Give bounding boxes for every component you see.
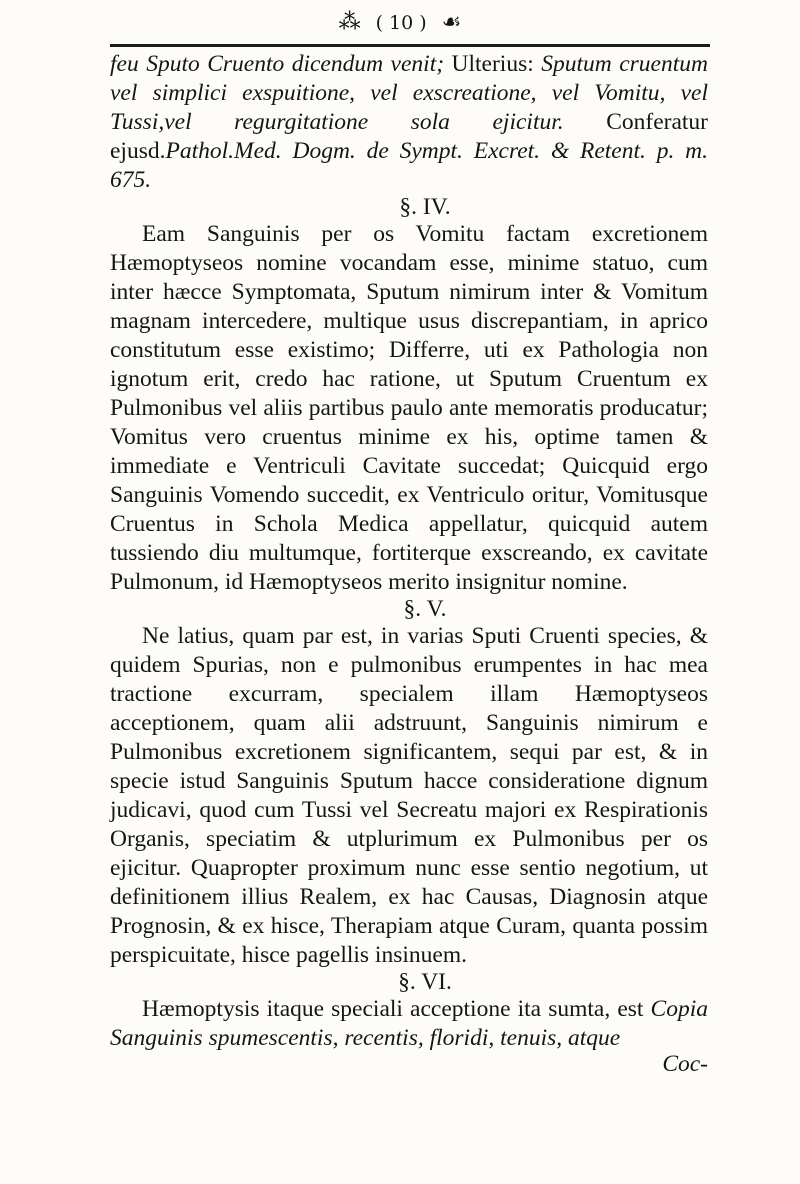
body-text bbox=[110, 50, 708, 1075]
right-ornament-icon: ☙ bbox=[441, 10, 462, 35]
opening-italic-2: Sputum cruentum vel simplici exspuitione, vel exscreatione, vel Vomitu, vel Tussi,vel regurgitatione sola ejicitur. bbox=[110, 51, 708, 135]
opening-normal-2: Conferatur ejusd. bbox=[110, 109, 708, 164]
opening-normal-1: Ulterius: bbox=[444, 51, 534, 77]
section-heading-4: §. IV. bbox=[399, 194, 451, 220]
opening-citation: Pathol.Med. Dogm. de Sympt. Excret. & Retent. p. m. 675. bbox=[110, 138, 708, 193]
header-rule bbox=[110, 44, 710, 47]
catchword: Coc- bbox=[662, 1051, 708, 1077]
page-header bbox=[0, 6, 800, 40]
left-ornament-icon: ⁂ bbox=[338, 10, 361, 35]
page-number: ( 10 ) bbox=[375, 12, 427, 34]
section-heading-6: §. VI. bbox=[398, 969, 452, 995]
opening-italic-1: feu Sputo Cruento dicendum venit; bbox=[110, 51, 445, 77]
section-5-paragraph: Ne latius, quam par est, in varias Sputi Cruenti species, & quidem Spurias, non e pulmonibus erumpentes in hac mea tractione excurram, specialem illam Hæmoptyseos acceptionem, quam alii adstruunt, Sanguinis nimirum e Pulmonibus excretionem significantem, sequi par est, & in specie istud Sanguinis Sputum hacce consideratione dignum judicavi, quod cum Tussi vel Secreatu majori ex Respirationis Organis, speciatim & utplurimum ex Pulmonibus per os ejicitur. Quapropter proximum nunc esse sentio negotium, ut definitionem illius Realem, ex hac Causas, Diagnosin atque Prognosin, & ex hisce, Therapiam atque Curam, quanta possim perspicuitate, hisce pagellis insinuem. bbox=[110, 623, 708, 968]
section-6-text: Hæmoptysis itaque speciali acceptione ita sumta, est bbox=[142, 996, 644, 1022]
section-6-definition: Copia Sanguinis spumescentis, recentis, floridi, tenuis, atque bbox=[110, 996, 708, 1051]
section-6-paragraph bbox=[110, 995, 708, 1053]
section-4-paragraph: Eam Sanguinis per os Vomitu factam excretionem Hæmoptyseos nomine vocandam esse, minime statuo, cum inter hæcce Symptomata, Sputum nimirum inter & Vomitum magnam intercedere, multique usus discrepantiam, in aprico constitutum esse existimo; Differre, uti ex Pathologia non ignotum erit, credo hac ratione, ut Sputum Cruentum ex Pulmonibus vel aliis partibus paulo ante memoratis producatur; Vomitus vero cruentus minime ex his, optime tamen & immediate e Ventriculi Cavitate succedat; Quicquid ergo Sanguinis Vomendo succedit, ex Ventriculo oritur, Vomitusque Cruentus in Schola Medica appellatur, quicquid autem tussiendo diu multumque, fortiterque exscreando, ex cavitate Pulmonum, id Hæmoptyseos merito insignitur nomine. bbox=[110, 221, 708, 595]
section-heading-5: §. V. bbox=[403, 596, 447, 622]
opening-paragraph bbox=[110, 50, 708, 195]
